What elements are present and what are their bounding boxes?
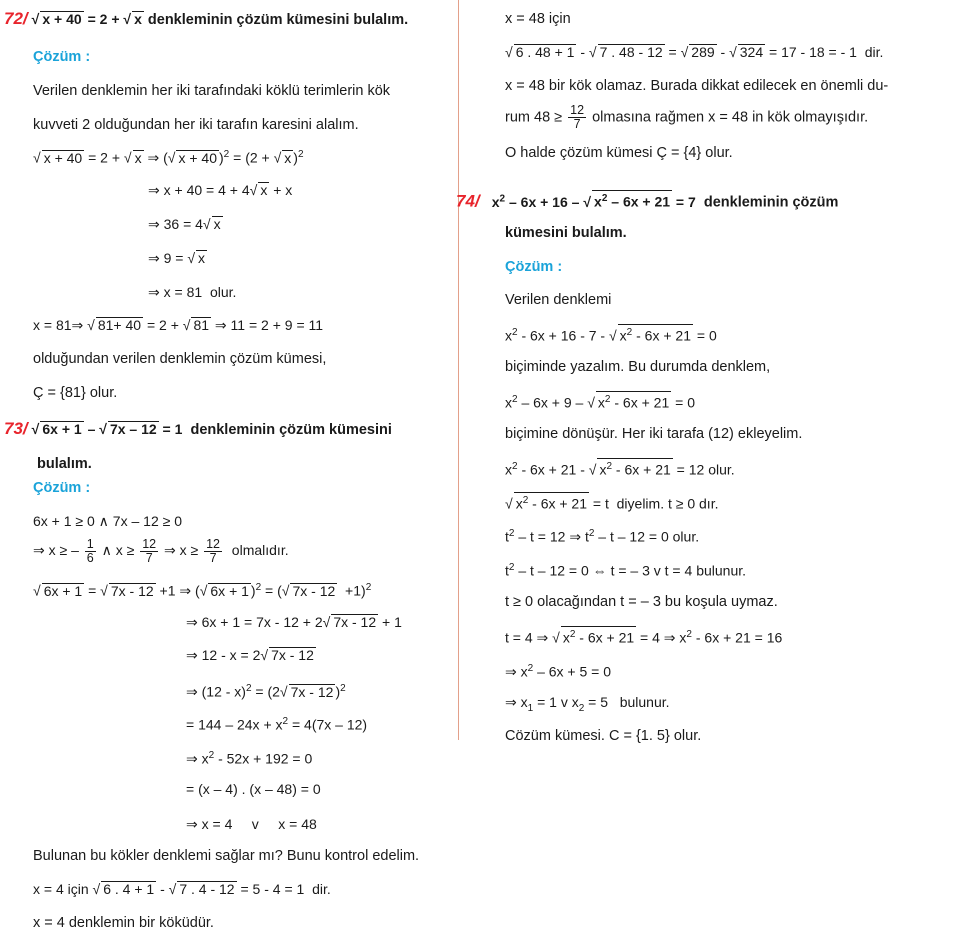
equation-line: ⇒ x = 4 v x = 48 xyxy=(186,816,317,832)
equation-line: √ 6x + 1 = √ 7x - 12 +1 ⇒ (√ 6x + 1 )$^2$ = (√ 7x - 12 +1)$^2$ xyxy=(33,582,372,599)
result-line: Ç = {81} olur. xyxy=(33,385,118,401)
text-line: x = 4 denklemin bir köküdür. xyxy=(33,915,214,931)
problem-statement-cont: bulalım. xyxy=(37,456,92,472)
equation-line: √ 6 . 48 + 1 - √ 7 . 48 - 12 = √ 289 - √ 324 = 17 - 18 = - 1 dir. xyxy=(505,44,884,60)
solution-label: Çözüm : xyxy=(33,49,91,65)
text-line: x = 48 bir kök olamaz. Burada dikkat edilecek en önemli du- xyxy=(505,78,889,94)
equation-line: = $144 - 24x + x^2 = 4(7x - 12)$ xyxy=(186,716,368,733)
equation-line: $t^2 - t - 12 = 0$ ⇔ t = – 3 v t = 4 bulunur. xyxy=(505,562,747,579)
equation-line: ⇒ $x_1 = 1$ v $x_2 = 5$ bulunur. xyxy=(505,694,670,714)
equation-line: x = 4 için √ 6 . 4 + 1 - √ 7 . 4 - 12 = 5 - 4 = 1 dir. xyxy=(33,881,331,897)
text-line: biçimine dönüşür. Her iki tarafa (12) ekleyelim. xyxy=(505,426,803,442)
text-line: t ≥ 0 olacağından t = – 3 bu koşula uymaz. xyxy=(505,594,778,610)
equation-line: ⇒ x = 81 olur. xyxy=(148,284,237,300)
text-line: Verilen denklemi xyxy=(505,292,612,308)
equation-line: $t^2 - t = 12$ ⇒ $t^2 - t - 12 = 0$ olur. xyxy=(505,528,700,545)
problem-74-statement: 74/ $x^2 - 6x + 16$ – √ $x^2 - 6x + 21 = 7$ denkleminin çözüm xyxy=(456,191,839,211)
text-line: x = 48 için xyxy=(505,11,571,27)
equation-line: ⇒ x ≥ – $\frac{1}{6}$ ∧ x ≥ $\frac{12}{7}$ ⇒ x ≥ $\frac{12}{7}$ olmalıdır. xyxy=(33,537,289,565)
result-line: Cözüm kümesi. C = {1. 5} olur. xyxy=(505,728,702,744)
equation-line: √ x + 40 = 2 + √ x ⇒ (√ x + 40 )$^2$ = (2 + √ x )$^2$ xyxy=(33,149,304,166)
column-divider xyxy=(458,0,459,740)
text-line: biçiminde yazalım. Bu durumda denklem, xyxy=(505,359,771,375)
equation-line: t = 4 ⇒ √ $x^2 - 6x + 21 = 4$ ⇒ $x^2 - 6x + 21 = 16$ xyxy=(505,626,782,647)
equation-line: ⇒ $x^2 - 6x + 5 = 0$ xyxy=(505,663,612,680)
equation-line: √ $x^2 - 6x + 21 = t$ diyelim. t ≥ 0 dır. xyxy=(505,492,718,513)
equation-line: $x^2 - 6x + 9$ – √ $x^2 - 6x + 21 = 0$ xyxy=(505,391,695,412)
text-line: olduğundan verilen denklemin çözüm kümesi, xyxy=(33,351,327,367)
equation-line: 6x + 1 ≥ 0 ∧ 7x – 12 ≥ 0 xyxy=(33,513,182,529)
text-line: kuvveti 2 olduğundan her iki tarafın karesini alalım. xyxy=(33,117,359,133)
equation-line: ⇒ (12 - x)$^2$ = (2√ 7x - 12 )$^2$ xyxy=(186,683,346,700)
solution-label: Çözüm : xyxy=(33,480,91,496)
equation-line: = (x – 4) . (x – 48) = 0 xyxy=(186,781,321,797)
equation-line: ⇒ 36 = 4√ x xyxy=(148,216,221,232)
problem-statement-cont: kümesini bulalım. xyxy=(505,225,627,241)
text-line: Verilen denklemin her iki tarafındaki köklü terimlerin kök xyxy=(33,83,391,99)
problem-72-statement: 72/ √ x + 40 = 2 + √ x denkleminin çözüm kümesini bulalım. xyxy=(4,9,409,28)
text-line: Bulunan bu kökler denklemi sağlar mı? Bunu kontrol edelim. xyxy=(33,848,420,864)
problem-number: 72/ xyxy=(4,9,28,28)
problem-number: 74/ xyxy=(456,191,480,211)
equation-line: x = 81⇒ √ 81+ 40 = 2 + √ 81 ⇒ 11 = 2 + 9 = 11 xyxy=(33,317,324,333)
equation-line: $x^2 - 6x + 21$ - √ $x^2 - 6x + 21 = 12$ olur. xyxy=(505,458,735,479)
text-line: rum 48 ≥ $\frac{12}{7}$ olmasına rağmen x = 48 in kök olmayışıdır. xyxy=(505,103,869,131)
equation-line: ⇒ $x^2 - 52x + 192 = 0$ xyxy=(186,750,313,767)
problem-73-statement: 73/ √ 6x + 1 – √ 7x – 12 = 1 denkleminin çözüm kümesini xyxy=(4,419,392,438)
equation-line: ⇒ x + 40 = 4 + 4√ x + x xyxy=(148,182,293,198)
equation-line: $x^2 - 6x + 16 - 7$ - √ $x^2 - 6x + 21 = 0$ xyxy=(505,324,717,345)
problem-number: 73/ xyxy=(4,419,28,438)
result-line: O halde çözüm kümesi Ç = {4} olur. xyxy=(505,145,733,161)
solution-label: Çözüm : xyxy=(505,259,563,275)
equation-line: ⇒ 9 = √ x xyxy=(148,250,206,266)
equation-line: ⇒ 12 - x = 2√ 7x - 12 xyxy=(186,647,314,663)
equation-line: ⇒ 6x + 1 = 7x - 12 + 2√ 7x - 12 + 1 xyxy=(186,614,402,630)
